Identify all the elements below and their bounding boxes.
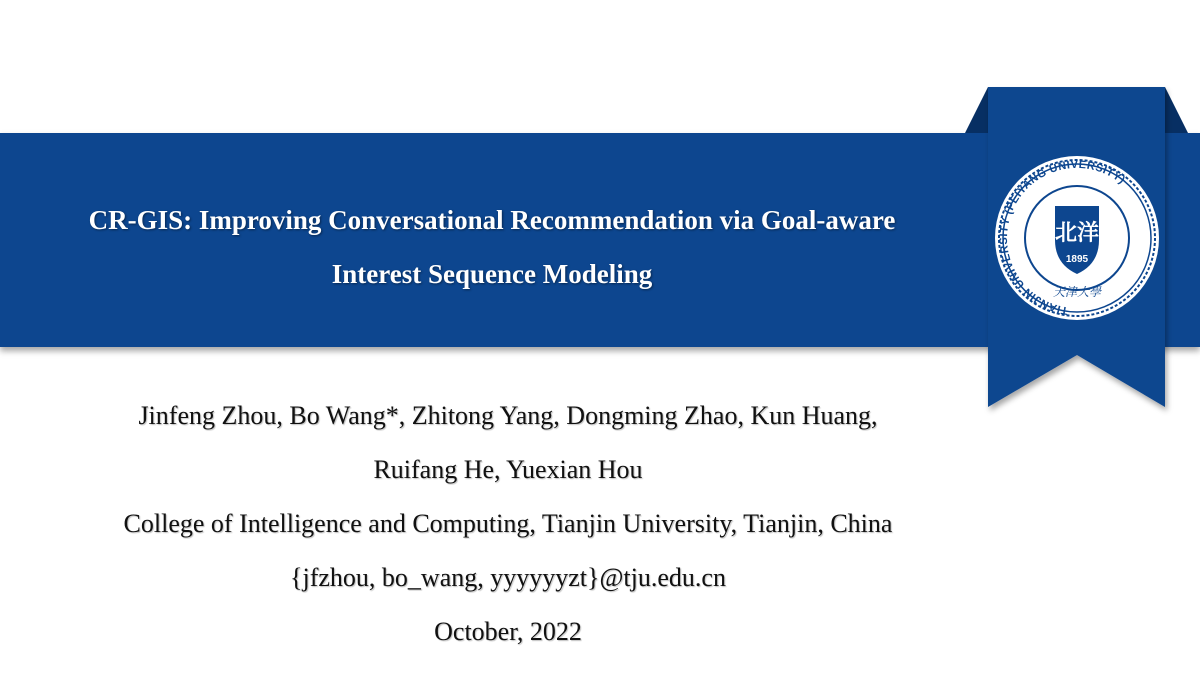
presentation-title-line-1: CR-GIS: Improving Conversational Recommendation via Goal-aware [88, 205, 896, 235]
svg-text:1895: 1895 [1065, 254, 1089, 265]
presentation-date: October, 2022 [434, 617, 582, 646]
ribbon-fold-right [1165, 87, 1188, 133]
svg-text:TIANJIN UNIVERSITY (PEIYANG UN: TIANJIN UNIVERSITY (PEIYANG UNIVERSITY) [997, 158, 1128, 317]
authors-line-1: Jinfeng Zhou, Bo Wang*, Zhitong Yang, Dongming Zhao, Kun Huang, [138, 401, 878, 430]
authors-line-2: Ruifang He, Yuexian Hou [373, 455, 643, 484]
university-ribbon [955, 80, 1200, 420]
presentation-title-line-2: Interest Sequence Modeling [331, 259, 653, 289]
svg-text:天津大學: 天津大學 [1052, 285, 1102, 299]
affiliation: College of Intelligence and Computing, Tianjin University, Tianjin, China [123, 509, 893, 538]
tianjin-university-logo [995, 156, 1159, 320]
svg-text:北洋: 北洋 [1054, 221, 1100, 246]
ribbon-fold [965, 87, 988, 133]
email-addresses: {jfzhou, bo_wang, yyyyyyzt}@tju.edu.cn [290, 563, 726, 592]
